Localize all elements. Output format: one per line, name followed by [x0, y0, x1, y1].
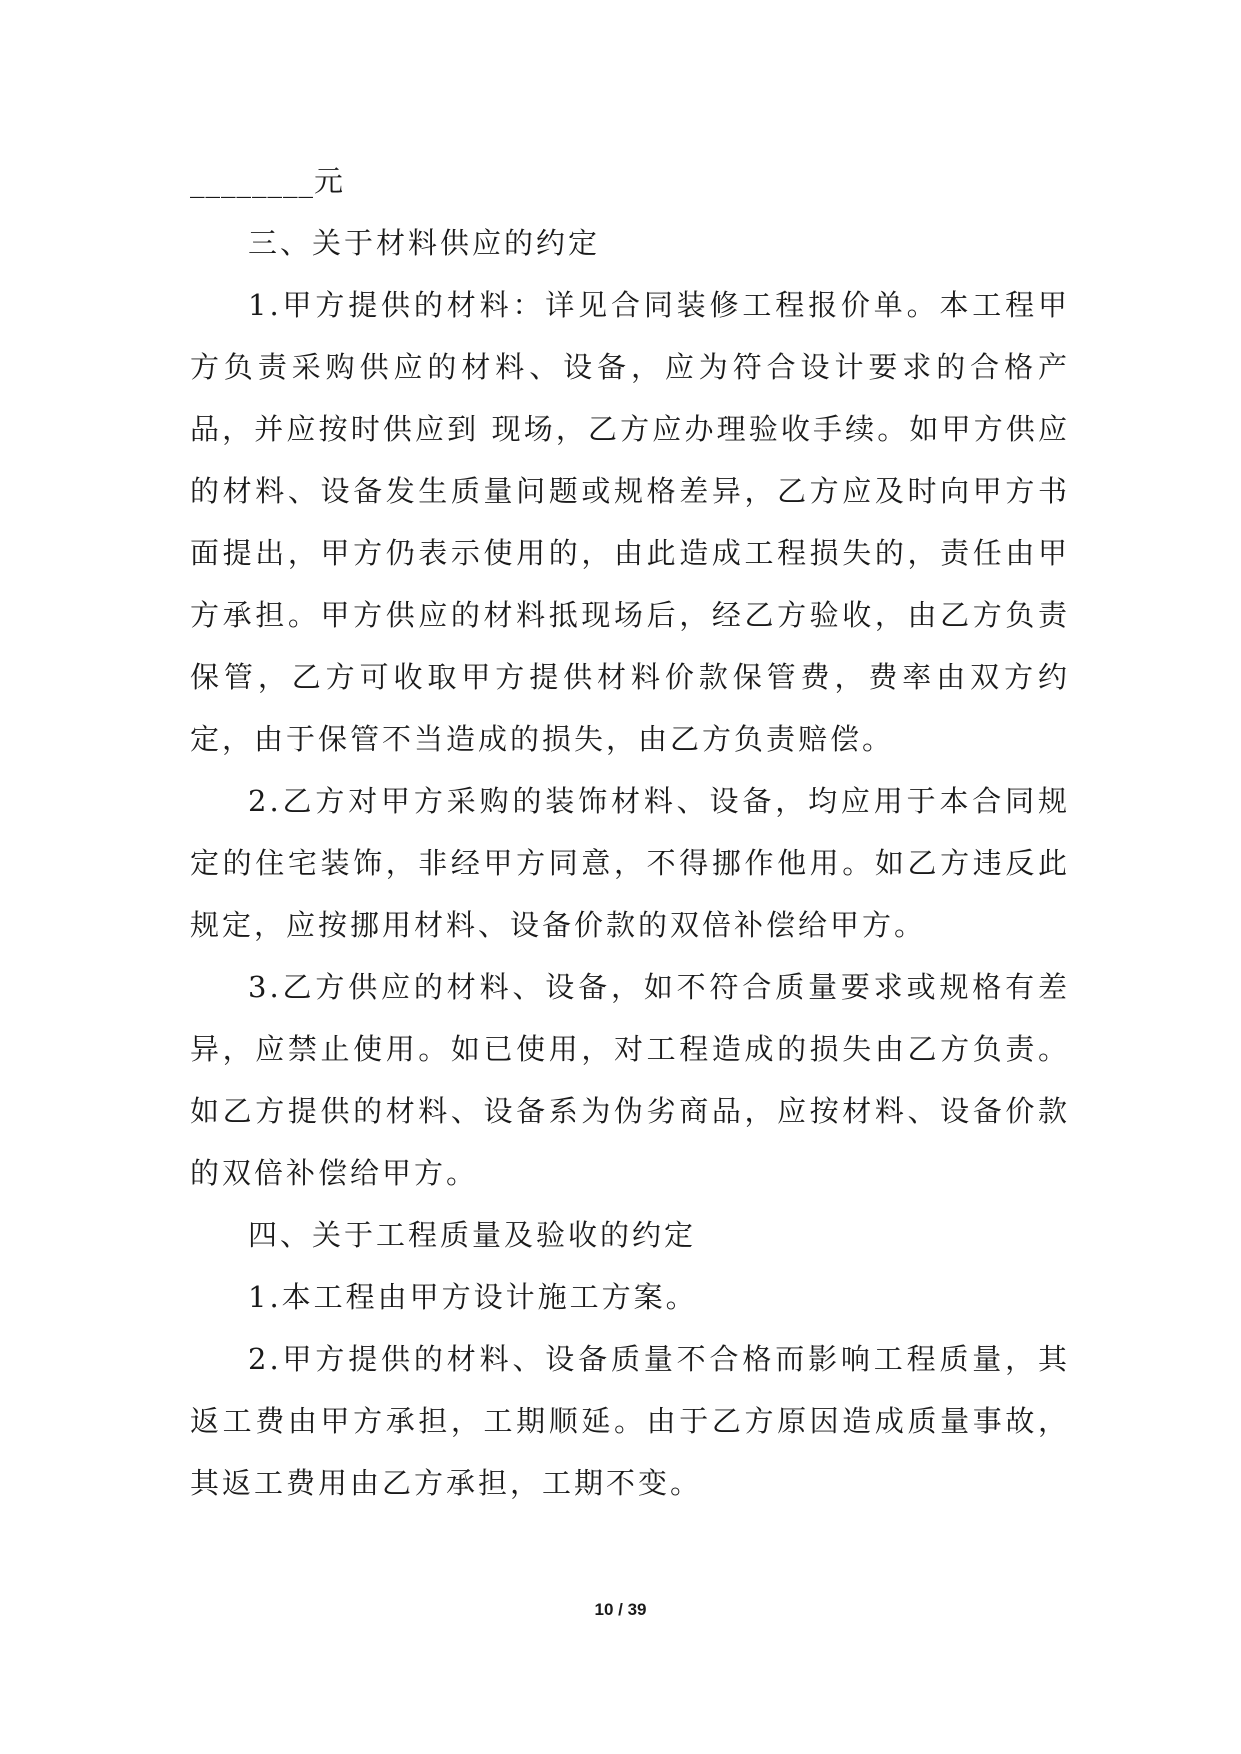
amount-line: ________元 — [190, 164, 345, 198]
section-heading-materials: 三、关于材料供应的约定 — [248, 226, 601, 260]
page-number: 10 / 39 — [594, 1600, 647, 1619]
document-body — [190, 150, 1070, 1514]
paragraph: 3.乙方供应的材料、设备，如不符合质量要求或规格有差异，应禁止使用。如已使用，对工程造成的损失由乙方负责。如乙方提供的材料、设备系为伪劣商品，应按材料、设备价款的双倍补偿给甲方。 — [190, 970, 1070, 1190]
section-heading-quality: 四、关于工程质量及验收的约定 — [248, 1218, 697, 1252]
paragraph: 1.甲方提供的材料：详见合同装修工程报价单。本工程甲方负责采购供应的材料、设备，应为符合设计要求的合格产品，并应按时供应到 现场，乙方应办理验收手续。如甲方供应的材料、设备发生质量问题或规格差异，乙方应及时向甲方书面提出，甲方仍表示使用的，由此造成工程损失的，责任由甲 方承担。甲方供应的材料抵现场后，经乙方验收，由乙方负责保管，乙方可收取甲方提供材料价款保管费，费率由双方约定，由于保管不当造成的损失，由乙方负责赔偿。 — [190, 288, 1070, 756]
paragraph: 2.甲方提供的材料、设备质量不合格而影响工程质量，其返工费由甲方承担，工期顺延。由于乙方原因造成质量事故，其返工费用由乙方承担，工期不变。 — [190, 1342, 1070, 1500]
paragraph: 1.本工程由甲方设计施工方案。 — [248, 1280, 698, 1314]
paragraph: 2.乙方对甲方采购的装饰材料、设备，均应用于本合同规定的住宅装饰，非经甲方同意，不得挪作他用。如乙方违反此规定，应按挪用材料、设备价款的双倍补偿给甲方。 — [190, 784, 1070, 942]
